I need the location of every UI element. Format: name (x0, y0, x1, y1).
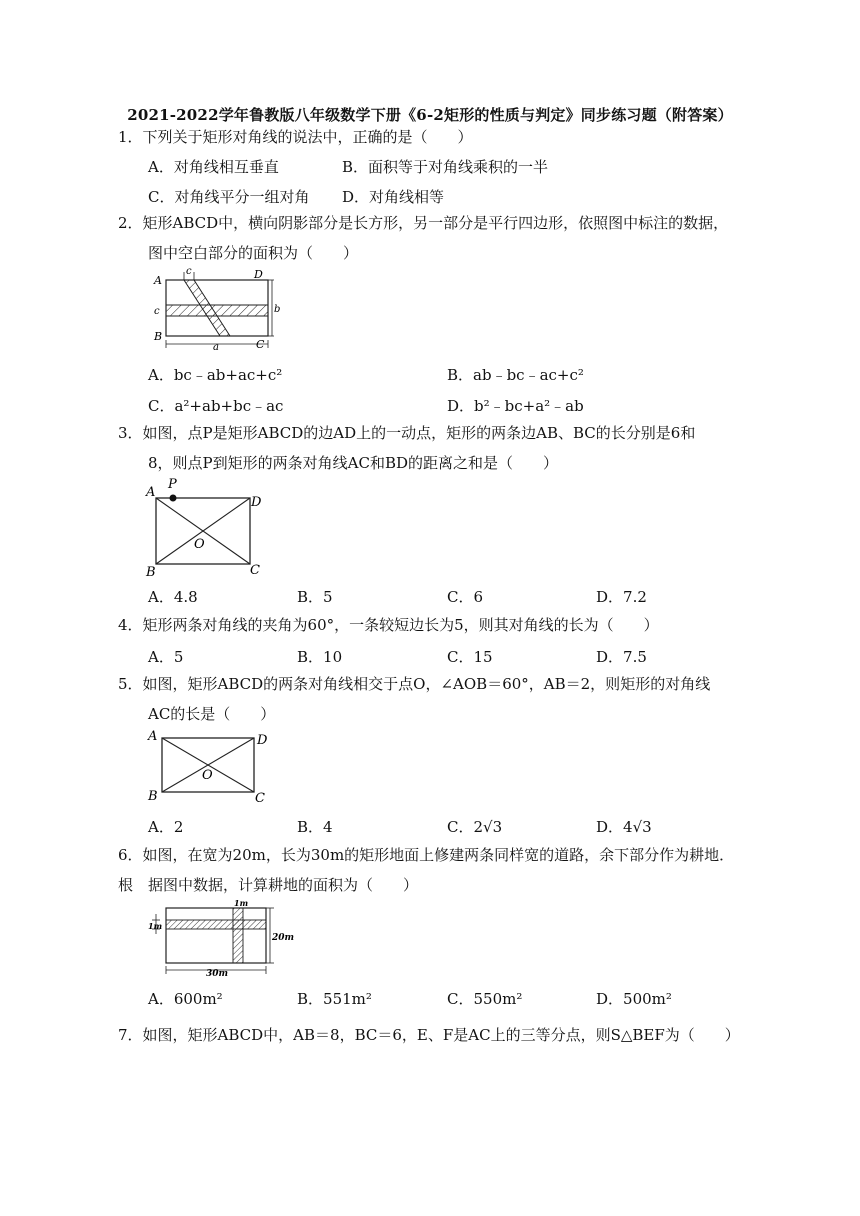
question-6-figure (148, 898, 298, 978)
question-3-option-d: D．7.2 (596, 588, 647, 606)
question-6-option-b: B．551m² (297, 990, 372, 1008)
question-3-stem-line1: 3．如图，点P是矩形ABCD的边AD上的一动点，矩形的两条边AB、BC的长分别是6和 (118, 424, 696, 442)
question-4-option-a: A．5 (148, 648, 184, 666)
fig3-label-d: D (251, 495, 262, 510)
vertical-road (233, 908, 243, 963)
question-3-stem-line2: 8，则点P到矩形的两条对角线AC和BD的距离之和是（ ） (148, 454, 558, 472)
question-1-text: 1．下列关于矩形对角线的说法中，正确的是（ ） (118, 128, 473, 146)
question-5-stem-line2: AC的长是（ ） (148, 705, 276, 723)
question-5-figure (146, 726, 272, 806)
fig3-label-p: P (168, 477, 177, 492)
page-title: 2021-2022学年鲁教版八年级数学下册《6-2矩形的性质与判定》同步练习题（附答案） (127, 106, 733, 124)
fig6-label-width: 20m (272, 933, 295, 943)
fig3-label-c: C (250, 563, 260, 578)
question-1-option-d: D．对角线相等 (342, 188, 445, 206)
question-3-option-c: C．6 (447, 588, 484, 606)
fig3-label-b: B (146, 565, 156, 580)
fig2-label-c-left: c (154, 306, 160, 317)
question-2-figure (150, 266, 281, 353)
fig6-label-road-width-top: 1m (234, 898, 249, 908)
fig3-label-o: O (194, 537, 205, 552)
question-2-option-d: D．b²﹣bc+a²﹣ab (447, 397, 584, 415)
question-5-option-c: C．2√3 (447, 818, 503, 836)
question-1-stem (118, 122, 738, 152)
fig5-label-b: B (148, 789, 158, 804)
question-2-stem-line1: 2．矩形ABCD中，横向阴影部分是长方形，另一部分是平行四边形，依照图中标注的数据， (118, 214, 729, 232)
fig5-label-c: C (255, 791, 265, 806)
question-5-option-d: D．4√3 (596, 818, 652, 836)
question-4-option-d: D．7.5 (596, 648, 647, 666)
horizontal-road (166, 920, 266, 929)
question-4-stem: 4．矩形两条对角线的夹角为60°，一条较短边长为5，则其对角线的长为（ ） (118, 616, 659, 634)
fig3-label-a: A (146, 485, 156, 500)
question-3-option-b: B．5 (297, 588, 333, 606)
question-5-option-a: A．2 (148, 818, 184, 836)
question-5-option-b: B．4 (297, 818, 333, 836)
question-2-stem-line2: 图中空白部分的面积为（ ） (148, 244, 359, 262)
question-6-stem-line2: 据图中数据，计算耕地的面积为（ ） (148, 876, 419, 894)
question-6-option-c: C．550m² (447, 990, 523, 1008)
question-1-option-a: A．对角线相互垂直 (148, 158, 279, 176)
question-2-option-a: A．bc﹣ab+ac+c² (148, 366, 283, 384)
fig2-label-b-side: b (274, 304, 281, 315)
fig6-label-length: 30m (206, 969, 229, 979)
question-4-option-b: B．10 (297, 648, 343, 666)
question-5-stem-line1: 5．如图，矩形ABCD的两条对角线相交于点O，∠AOB＝60°，AB＝2，则矩形的对角线 (118, 675, 711, 693)
question-2-option-b: B．ab﹣bc﹣ac+c² (447, 366, 584, 384)
fig5-label-o: O (202, 768, 213, 783)
fig2-label-d-vertex: D (254, 268, 263, 281)
question-1-option-b: B．面积等于对角线乘积的一半 (342, 158, 549, 176)
fig2-label-a-vertex: A (154, 274, 162, 287)
question-2-option-c: C．a²+ab+bc﹣ac (148, 397, 284, 415)
point-p (170, 495, 177, 502)
question-6-stem-line1: 6．如图，在宽为20m，长为30m的矩形地面上修建两条同样宽的道路，余下部分作为耕地．根 (118, 846, 735, 894)
fig2-label-a-side: a (213, 342, 219, 353)
question-3-option-a: A．4.8 (148, 588, 198, 606)
question-1-option-c: C．对角线平分一组对角 (148, 188, 310, 206)
fig2-label-c-top: c (186, 266, 192, 277)
horizontal-strip (166, 305, 268, 316)
question-4-option-c: C．15 (447, 648, 493, 666)
question-3-figure (146, 478, 266, 578)
fig6-label-road-width-left: 1m (148, 921, 163, 931)
fig2-label-b-vertex: B (154, 330, 163, 343)
fig5-label-a: A (148, 729, 158, 744)
field-rectangle (166, 908, 266, 963)
fig5-label-d: D (257, 733, 268, 748)
question-6-option-d: D．500m² (596, 990, 672, 1008)
fig2-label-c-vertex: C (256, 338, 265, 351)
question-6-option-a: A．600m² (148, 990, 223, 1008)
question-7-stem: 7．如图，矩形ABCD中，AB＝8，BC＝6，E、F是AC上的三等分点，则S△BEF为（ ） (118, 1026, 740, 1044)
